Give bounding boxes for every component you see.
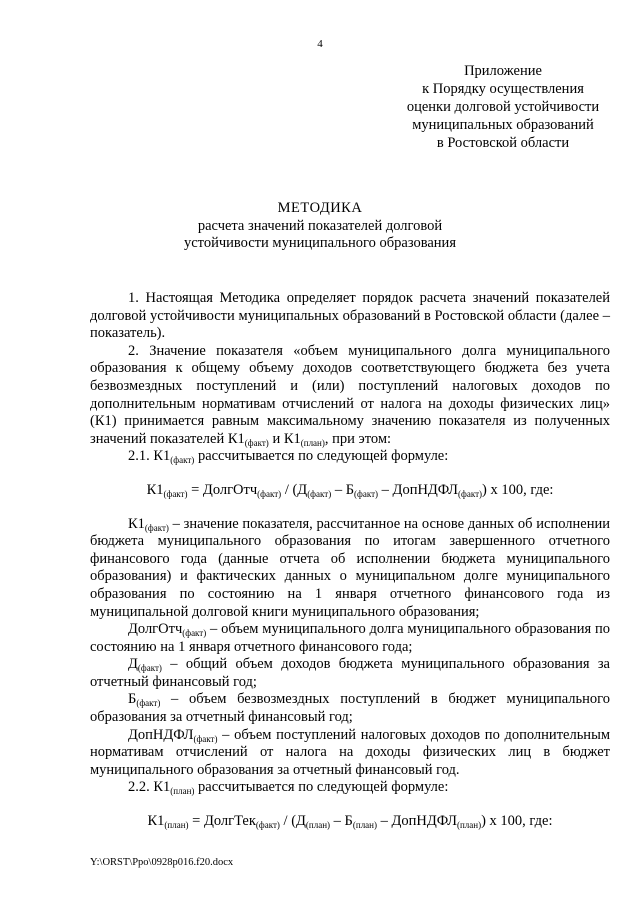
subscript: (факт) <box>136 698 161 709</box>
subscript: (факт) <box>255 820 280 831</box>
subscript: (план) <box>352 820 377 831</box>
subscript: (план) <box>305 820 331 831</box>
subscript: (факт) <box>182 628 207 639</box>
paragraph-2-2-b: рассчитывается по следующей формуле: <box>194 779 449 796</box>
subscript: (план) <box>170 786 195 797</box>
document-title <box>0 200 640 253</box>
appendix-line: в Ростовской области <box>436 135 570 151</box>
subscript: (факт) <box>193 733 218 744</box>
subscript: (факт) <box>257 488 282 499</box>
subscript: (план) <box>456 820 482 831</box>
appendix-line: к Порядку осуществления <box>422 81 584 97</box>
paragraph-2-1-a: 2.1. К1 <box>128 448 171 465</box>
formula-2 <box>90 813 610 831</box>
subscript: (план) <box>164 820 189 831</box>
paragraph-2-text: 2. Значение показателя «объем муниципального долга муниципального образования к общему объему доходов соответствующего бюджета без учета безвозмездных поступлений и (или) поступлений налоговых доходов по дополнительным нормативам отчислений от налога на доходы физических лиц» (К1) принимается равным максимальному значению показателя из полученных значений показателей К1 <box>90 342 610 447</box>
paragraph-2-1-b: рассчитывается по следующей формуле: <box>194 448 449 465</box>
definition-text: – объем муниципального долга муниципального образования по состоянию на 1 января отчетного финансового года; <box>90 621 610 655</box>
formula-term: / (Д <box>281 481 308 498</box>
definition-term: Д <box>128 656 138 673</box>
title-main: МЕТОДИКА <box>277 200 363 216</box>
subscript: (план) <box>300 437 325 448</box>
formula-term: ) х 100, где: <box>481 813 553 830</box>
formula-term: – Б <box>330 813 353 830</box>
definition-d <box>90 656 610 691</box>
definition-dopndfl <box>90 727 610 780</box>
definition-text: – объем безвозмездных поступлений в бюджет муниципального образования за отчетный финансовый год; <box>90 691 610 726</box>
paragraph-1: 1. Настоящая Методика определяет порядок расчета значений показателей долговой устойчивости муниципальных образований в Ростовской области (далее – показатель). <box>90 290 610 342</box>
definition-b <box>90 691 610 726</box>
definition-text: – общий объем доходов бюджета муниципального образования за отчетный финансовый год; <box>90 656 610 690</box>
document-body <box>90 290 610 847</box>
subscript: (факт) <box>244 437 269 448</box>
appendix-line: муниципальных образований <box>412 117 594 133</box>
paragraph-2-1 <box>90 448 610 466</box>
paragraph-2-end: , при этом: <box>324 430 392 447</box>
page-number: 4 <box>317 38 323 50</box>
definition-term: ДопНДФЛ <box>128 726 194 743</box>
formula-term: – ДопНДФЛ <box>378 481 459 498</box>
subscript: (факт) <box>144 522 169 533</box>
formula-term: К1 <box>146 481 164 498</box>
subscript: (факт) <box>163 488 188 499</box>
subscript: (факт) <box>170 455 195 466</box>
subscript: (факт) <box>354 488 379 499</box>
subscript: (факт) <box>137 663 162 674</box>
definition-term: К1 <box>128 515 145 532</box>
definition-dolgotch <box>90 621 610 656</box>
formula-term: = ДолгТек <box>188 813 256 830</box>
appendix-line: оценки долговой устойчивости <box>406 99 600 115</box>
subscript: (факт) <box>458 488 483 499</box>
formula-term: – ДопНДФЛ <box>377 813 457 830</box>
definition-k1-fact <box>90 516 610 622</box>
formula-term: – Б <box>331 481 355 498</box>
formula-term: / (Д <box>279 813 306 830</box>
appendix-line: Приложение <box>464 63 542 79</box>
title-line: расчета значений показателей долговой <box>197 217 443 234</box>
paragraph-2-2-a: 2.2. К1 <box>128 779 171 796</box>
paragraph-2-and: и К1 <box>268 430 301 447</box>
formula-term: ) х 100, где: <box>482 481 554 498</box>
paragraph-2-2 <box>90 779 610 797</box>
title-line: устойчивости муниципального образования <box>183 235 456 251</box>
paragraph-2 <box>90 343 610 449</box>
footer-file-path: Y:\ORST\Ppo\0928p016.f20.docx <box>90 857 234 868</box>
definition-term: ДолгОтч <box>128 621 183 638</box>
formula-term: = ДолгОтч <box>187 481 258 498</box>
formula-term: К1 <box>147 813 165 830</box>
definition-text: – объем поступлений налоговых доходов по дополнительным нормативам отчислений от налога на доходы физических лиц в бюджет муниципального образования за отчетный финансовый год. <box>90 726 610 778</box>
formula-1 <box>90 482 610 500</box>
subscript: (факт) <box>307 488 332 499</box>
definition-term: Б <box>128 691 137 708</box>
definition-text: – значение показателя, рассчитанное на основе данных об исполнении бюджета муниципального образования по итогам завершенного отчетного финансового года (данные отчета об исполнении бюджета муниципального образования) и фактических данных о муниципальном долге муниципального образования по состоянию на 1 января отчетного финансового года из муниципальной долговой книги муниципального образования; <box>90 515 610 620</box>
appendix-header <box>398 62 608 152</box>
